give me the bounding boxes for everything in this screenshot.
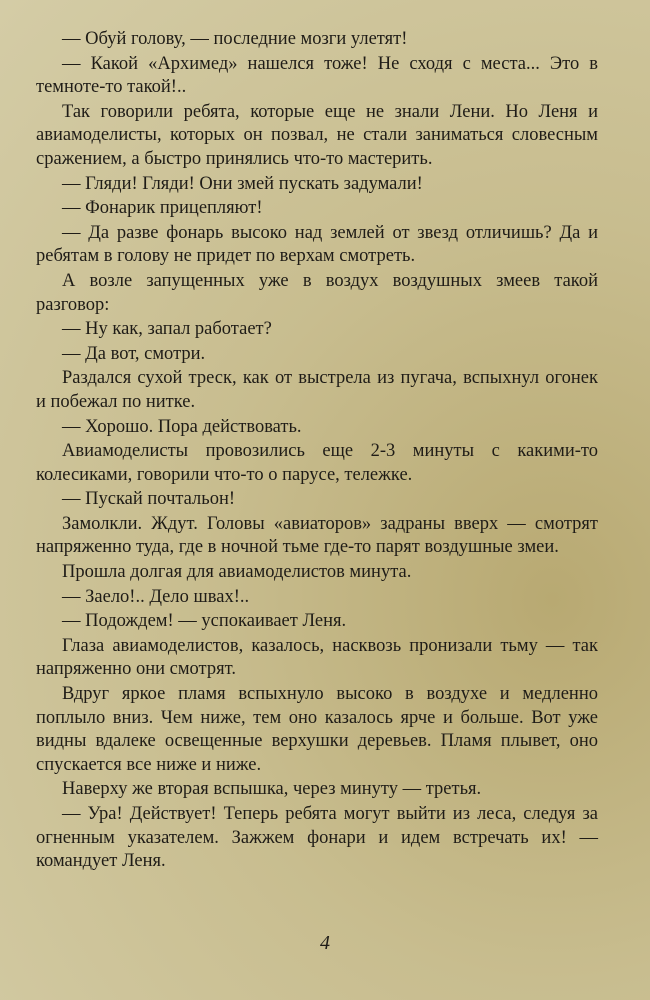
page-number: 4 — [320, 932, 330, 954]
paragraph: — Хорошо. Пора действовать. — [62, 416, 302, 437]
paragraph: — Ура! Действует! Теперь ребята могут выйти из леса, следуя за огненным указателем. Зажжем фонари и идем встречать их! — командует Леня. — [36, 804, 598, 872]
paragraph: — Подождем! — успокаивает Леня. — [62, 611, 347, 632]
paragraph: — Гляди! Гляди! Они змей пускать задумали! — [62, 173, 423, 194]
paragraph: — Фонарик прицепляют! — [62, 198, 263, 219]
paragraph: Глаза авиамоделистов, казалось, насквозь пронизали тьму — так напряженно они смотрят. — [36, 635, 598, 680]
paragraph: — Да разве фонарь высоко над землей от звезд отличишь? Да и ребятам в голову не придет по верхам смотреть. — [36, 222, 598, 267]
paragraph: — Заело!.. Дело швах!.. — [62, 586, 250, 607]
page-text — [36, 28, 598, 875]
paragraph: Наверху же вторая вспышка, через минуту — третья. — [62, 779, 482, 800]
paragraph: — Да вот, смотри. — [62, 343, 206, 364]
paragraph: — Ну как, запал работает? — [62, 319, 272, 340]
paragraph: Раздался сухой треск, как от выстрела из пугача, вспыхнул огонек и побежал по нитке. — [36, 368, 598, 412]
paragraph: А возле запущенных уже в воздух воздушных змеев такой разговор: — [36, 270, 598, 315]
paragraph: Авиамоделисты провозились еще 2-3 минуты с какими-то колесиками, говорили что-то о парусе, тележке. — [36, 441, 598, 485]
paragraph: — Пускай почтальон! — [62, 489, 236, 510]
paragraph: Так говорили ребята, которые еще не знали Лени. Но Леня и авиамоделисты, которых он позвал, не стали заниматься словесным сражением, а быстро принялись что-то мастерить. — [36, 101, 598, 169]
paragraph: Вдруг яркое пламя вспыхнуло высоко в воздухе и медленно поплыло вниз. Чем ниже, тем оно казалось ярче и больше. Вот уже видны вдалеке освещенные верхушки деревьев. Пламя плывет, оно спускается все ниже и ниже. — [36, 684, 598, 775]
paragraph: — Какой «Архимед» нашелся тоже! Не сходя с места... Это в темноте-то такой!.. — [36, 53, 598, 98]
paragraph: — Обуй голову, — последние мозги улетят! — [62, 29, 408, 49]
paragraph: Замолкли. Ждут. Головы «авиаторов» задраны вверх — смотрят напряженно туда, где в ночной тьме где-то парят воздушные змеи. — [36, 513, 598, 558]
paragraph: Прошла долгая для авиамоделистов минута. — [62, 562, 412, 583]
